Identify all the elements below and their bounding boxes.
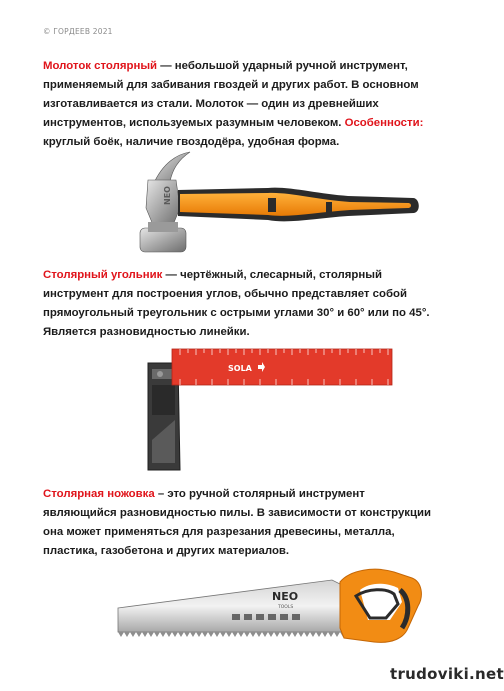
hammer-line-4: инструментов, используемых разумным человеком. xyxy=(43,117,345,129)
square-line-1: — чертёжный, слесарный, столярный xyxy=(162,269,382,281)
square-line-3: прямоугольный треугольник с острыми углами 30° и 60° или по 45°. xyxy=(43,307,430,319)
hammer-line-3: изготавливается из стали. Молоток — один из древнейших xyxy=(43,98,379,110)
square-brand: SOLA xyxy=(228,364,252,373)
saw-line-2: являющийся разновидностью пилы. В зависимости от конструкции xyxy=(43,507,432,519)
saw-line-3: она может применяться для разрезания древесины, металла, xyxy=(43,526,395,538)
saw-line-4: пластика, газобетона и других материалов. xyxy=(43,545,290,557)
square-line-4: Является разновидностью линейки. xyxy=(43,326,250,338)
hammer-image xyxy=(118,150,423,260)
saw-title: Столярная ножовка xyxy=(43,488,155,500)
square-image xyxy=(140,345,395,475)
square-line-2: инструмент для построения углов, обычно представляет собой xyxy=(43,288,407,300)
watermark-text: trudoviki.net xyxy=(390,665,504,683)
square-title: Столярный угольник xyxy=(43,269,163,281)
saw-image xyxy=(112,568,424,650)
hammer-title: Молоток столярный xyxy=(43,60,158,72)
square-description xyxy=(43,266,463,342)
saw-description xyxy=(43,485,463,561)
hammer-line-2: применяемый для забивания гвоздей и других работ. В основном xyxy=(43,79,419,91)
saw-line-1: – это ручной столярный инструмент xyxy=(154,488,365,500)
hammer-description xyxy=(43,57,463,152)
saw-brand: NEO xyxy=(272,590,299,603)
hammer-line-1: — небольшой ударный ручной инструмент, xyxy=(157,60,408,72)
hammer-features-label: Особенности: xyxy=(344,117,424,129)
copyright-text: © ГОРДЕЕВ 2021 xyxy=(43,27,113,36)
hammer-line-5: круглый боёк, наличие гвоздодёра, удобная форма. xyxy=(43,136,340,148)
saw-brand-sub: TOOLS xyxy=(278,605,294,610)
hammer-brand: NEO xyxy=(163,186,172,205)
